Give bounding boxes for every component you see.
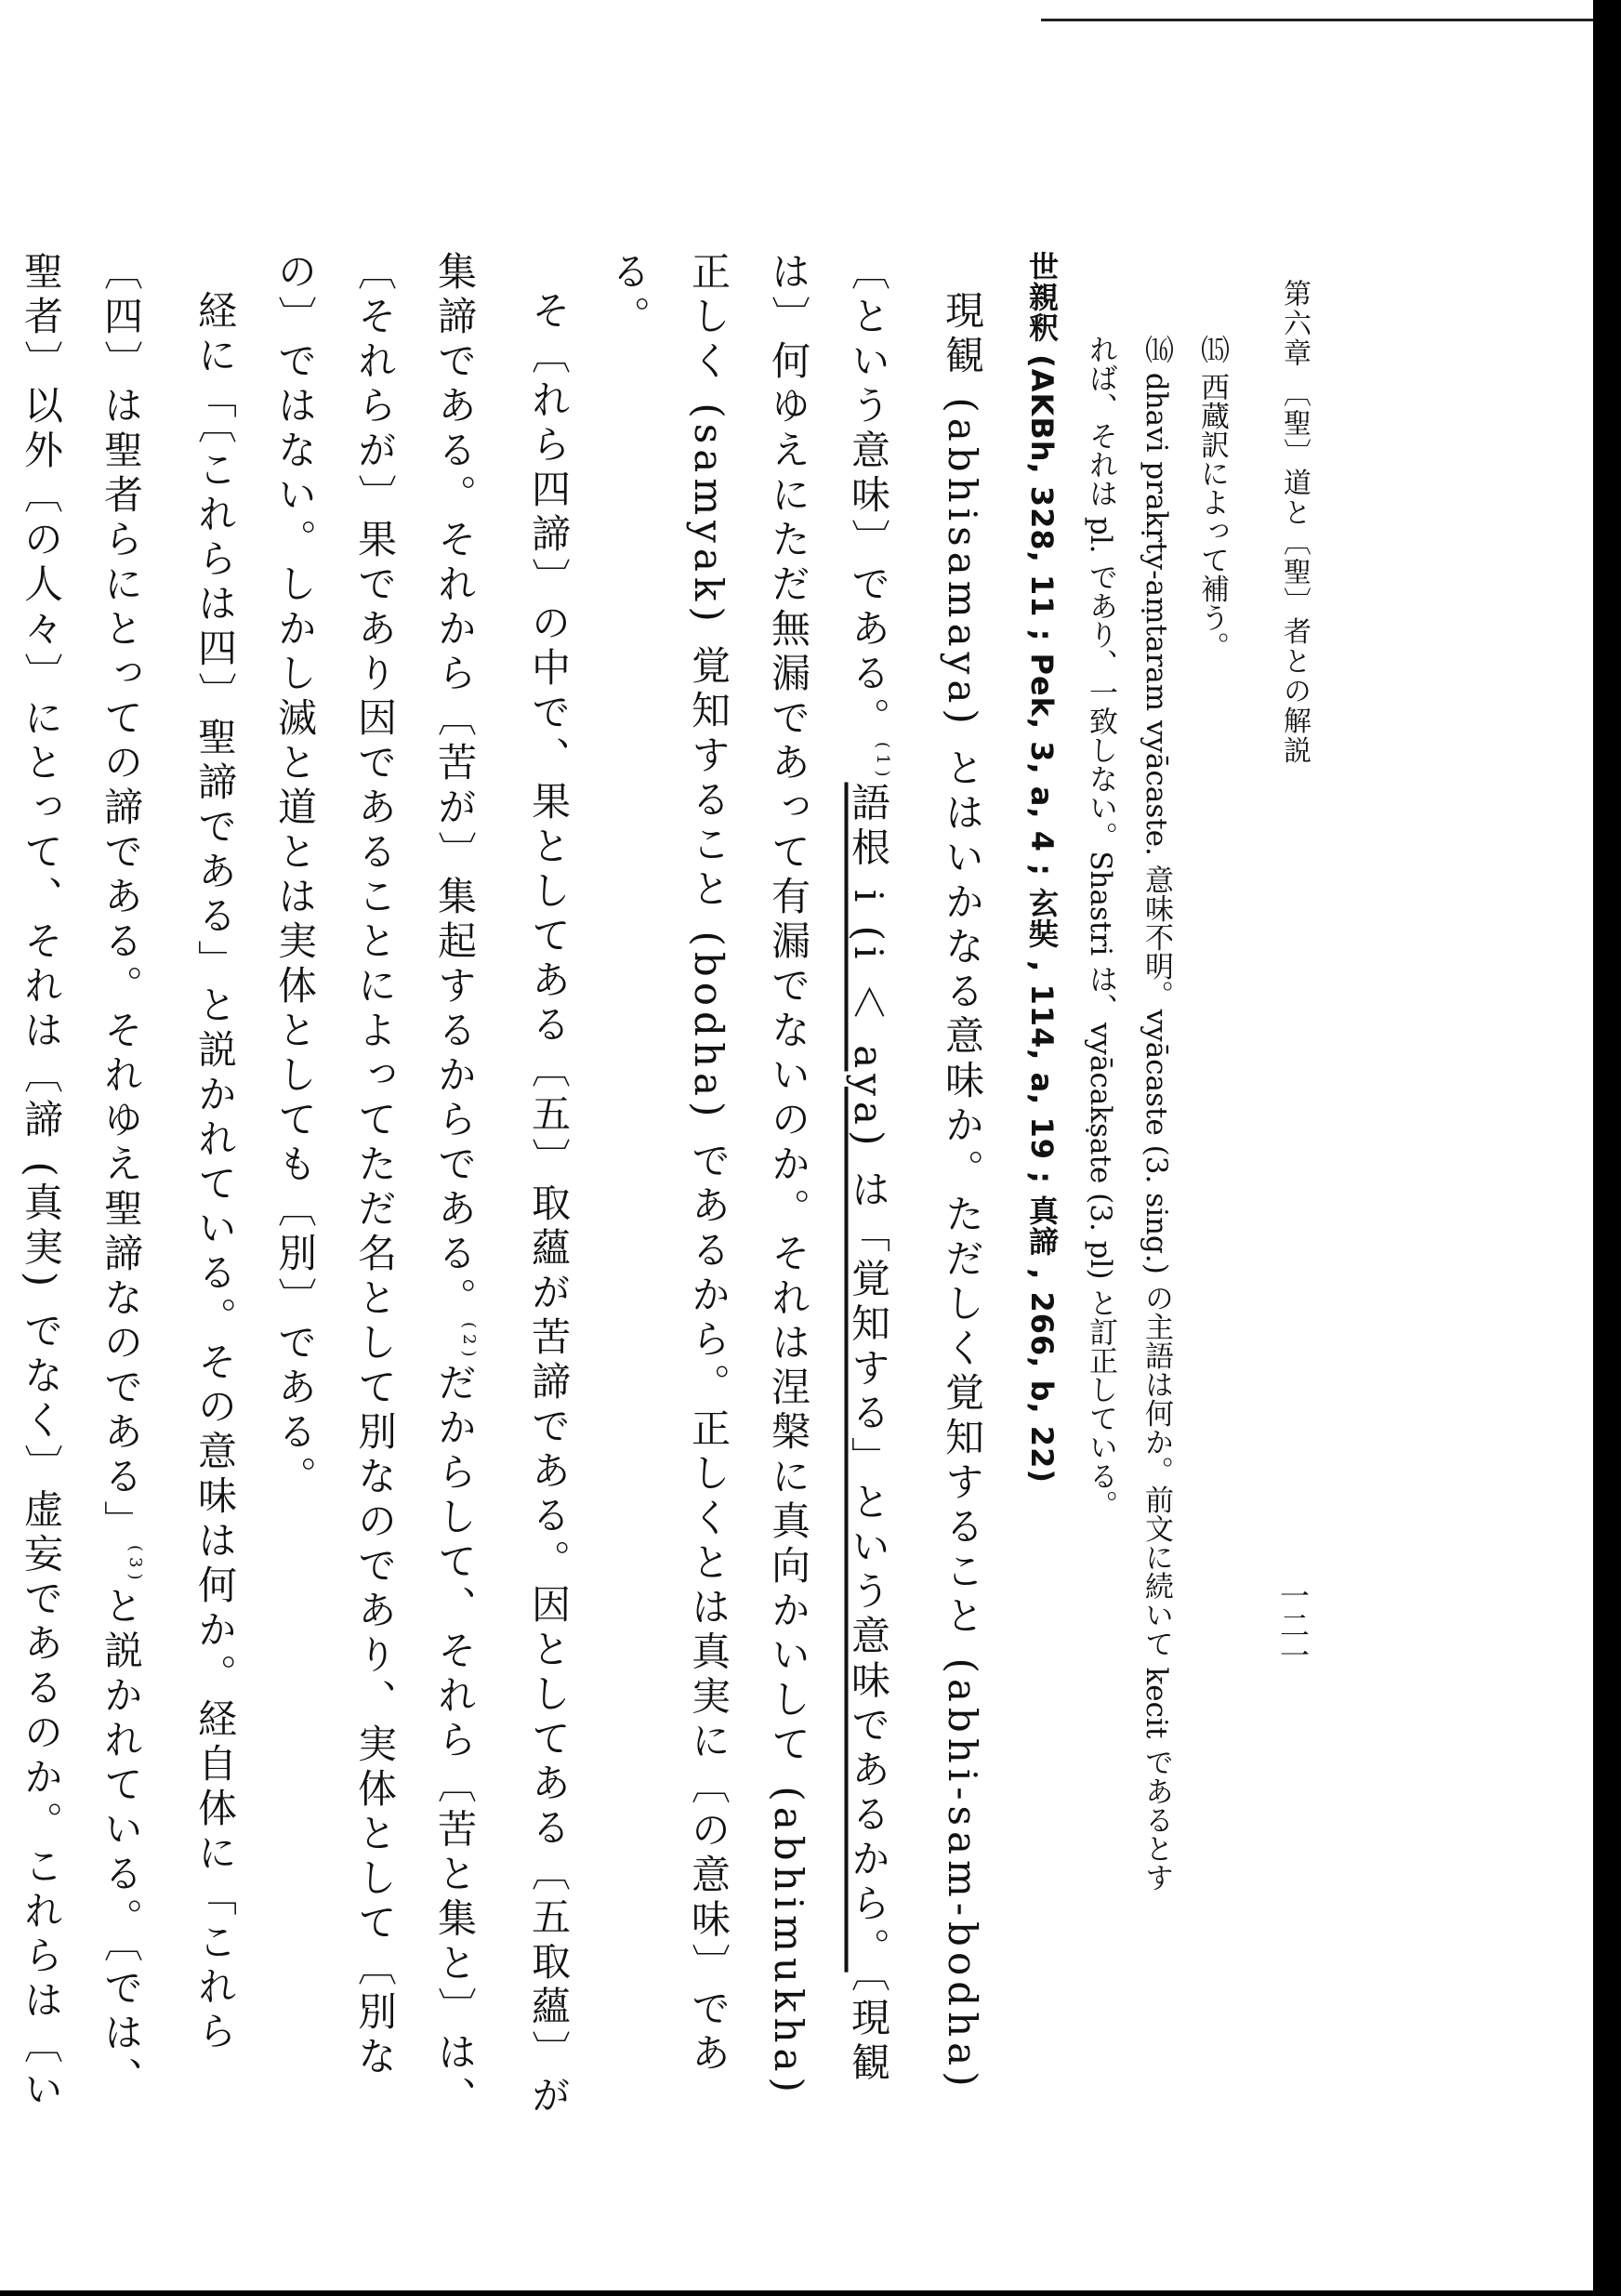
footnote-marker: (1) — [873, 742, 892, 783]
top-rule — [1041, 19, 1599, 21]
scan-edge-right — [1593, 0, 1621, 2296]
main-text — [0, 251, 1082, 2129]
section-heading: 世親釈 (AKBh, 328, 11 ; Pek, 3, a, 4 ; 玄奘 , 114, a, 19 ; 真諦 , 266, b, 22) — [1024, 251, 1060, 1484]
scan-edge-bottom — [0, 2290, 1621, 2296]
note-text: dhavi prakṛty-aṃtaram vyācaste. 意味不明。vyācaste (3. sing.) の主語は何か。前文に続いて kecit であるとすれば、それは pl. であり、一致しない。Shastri は、vyācakṣate (3. pl) と訂正している。 — [1084, 335, 1173, 1893]
paragraph-text: 経に「〔これらは四〕聖諦である」と説かれている。その意味は何か。経自体に「これら〔四〕は聖者らにとっての諦である。それゆえ聖諦なのである」 — [99, 251, 238, 2055]
footnote-marker: (3) — [125, 1545, 145, 1586]
note-15 — [1184, 335, 1240, 1896]
paragraph-text: 〔現観は〕何ゆえにただ無漏であって有漏でないのか。それは涅槃に真向かいして (abhimukha) 正しく (samyak) 覚知すること (bodha) であるから。正しくとは真実に〔の意味〕である。 — [606, 251, 891, 2098]
paragraph — [588, 251, 1002, 2129]
paragraph-text: と説かれている。〔では、聖者〕以外〔の人々〕にとって、それは〔諦 (真実) でなく〕虚妄であるのか。これらは〔い — [19, 251, 144, 2114]
paragraph-text: そ〔れら四諦〕の中で、果としてある〔五〕取蘊が苦諦である。因としてある〔五取蘊〕が集諦である。それから〔苦が〕集起するからである。 — [432, 251, 572, 2119]
paragraph — [255, 251, 588, 2129]
paragraph — [0, 251, 255, 2129]
running-header: 第六章 〔聖〕道と〔聖〕者との解説 — [1278, 279, 1311, 766]
paragraph-text: だからして、それら〔苦と集と〕は、〔それらが〕果であり因であることによってただ名として別なのであり、実体として〔別なの〕ではない。しかし滅と道とは実体としても〔別〕である。 — [272, 251, 478, 2121]
note-16 — [1073, 335, 1184, 1896]
footnote-marker: (2) — [459, 1322, 479, 1363]
note-text: 西蔵訳によって補う。 — [1195, 372, 1229, 661]
paragraph-text: 現観 (abhisamaya) とはいかなる意味か。ただしく覚知すること (abhi-sam-bodha)〔という意味〕である。 — [846, 251, 985, 2092]
endnotes — [1073, 335, 1240, 1896]
note-number: ⒃ — [1140, 335, 1173, 363]
page-number: 一二一 — [1275, 1580, 1311, 1669]
paragraph-text: 語根 i (i ＜ aya) は「覚知する」という意味であるから。 — [846, 782, 891, 1973]
note-number: ⒂ — [1195, 335, 1229, 363]
